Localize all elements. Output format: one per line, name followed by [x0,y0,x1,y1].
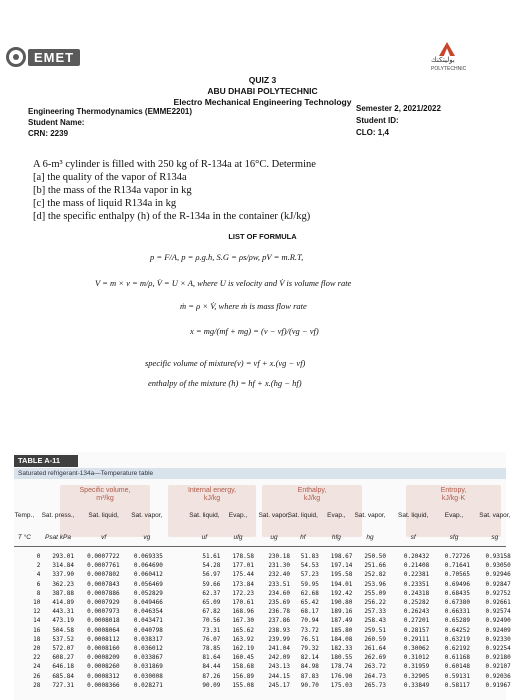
formula-pressure: p = F/A, p = ρ.g.h, S.G = ρs/ρw, pV = m.R.T, [150,252,304,262]
table-cell: 0.0008064 [87,626,120,634]
table-row [14,645,511,653]
table-row [14,571,511,579]
group-internal-energy: Internal energy, [187,487,237,494]
table-cell: 0.0008260 [87,663,120,671]
group-entropy-unit: kJ/kg·K [441,495,466,502]
table-row [14,580,511,589]
table-cell: 0.31012 [403,654,430,662]
table-cell: 0.27201 [403,617,430,625]
table-cell: 0.61168 [444,654,470,662]
table-cell: 160.45 [232,654,254,662]
table-cell: 176.90 [330,672,353,680]
table-cell: 16 [33,626,41,634]
table-cell: 0.68435 [444,589,470,597]
table-cell: 231.30 [268,562,290,570]
table-cell: 28 [33,681,41,689]
table-cell: 76.07 [202,635,221,643]
table-cell: 646.18 [52,663,74,671]
table-row [14,672,511,681]
table-cell: 0.0007929 [87,599,120,606]
table-cell: 2 [36,562,41,570]
table-cell: 0.24318 [403,589,430,597]
group-specific-volume-unit: m³/kg [96,495,114,502]
table-cell: 0.069335 [133,553,163,560]
column-header-symbol: sf [410,534,416,541]
question-part-c: [c] the mass of liquid R134a in kg [33,198,177,209]
table-cell: 73.31 [202,626,221,634]
table-cell: 65.09 [202,599,221,606]
table-row [14,608,511,616]
table-cell: 73.72 [300,626,319,634]
table-cell: 156.89 [232,672,254,680]
table-cell: 162.19 [232,645,254,652]
column-header-symbol: hf [300,534,306,541]
table-cell: 158.68 [232,663,254,671]
table-cell: 68.17 [300,608,319,616]
table-cell: 0.036012 [133,645,163,652]
table-cell: 727.31 [52,681,74,689]
table-cell: 0.66331 [444,608,470,616]
table-cell: 51.83 [300,553,319,560]
quiz-title: QUIZ 3 [248,75,277,85]
table-cell: 0.92946 [485,571,511,579]
table-cell: 0.92661 [485,599,511,606]
table-cell: 0.63219 [444,635,470,643]
table-cell: 0.052829 [133,589,163,597]
table-cell: 195.58 [330,571,353,579]
table-cell: 18 [33,635,41,643]
table-cell: 0.60148 [444,663,470,671]
table-cell: 242.09 [268,654,290,662]
table-cell: 78.85 [202,645,221,652]
polytechnic-mark-icon [439,42,455,56]
table-cell: 178.74 [330,663,353,671]
table-cell: 189.16 [330,608,353,616]
table-cell: 537.52 [52,635,74,643]
column-header-top: Sat. liquid, [189,512,220,519]
table-cell: 87.83 [300,672,319,680]
table-cell: 184.08 [330,635,353,643]
table-cell: 0.93158 [485,553,511,560]
table-cell: 237.86 [268,617,290,625]
gear-icon [6,47,26,67]
table-cell: 252.82 [364,571,386,579]
table-cell: 54.53 [300,562,319,570]
table-cell: 0.33849 [403,681,430,689]
table-cell: 233.51 [268,580,290,588]
table-cell: 0.0008312 [87,672,120,680]
table-cell: 572.07 [52,645,74,652]
group-enthalpy-unit: kJ/kg [303,495,321,502]
column-header-symbol: Psat kPa [44,534,71,541]
table-row [14,654,511,662]
group-internal-energy-unit: kJ/kg [203,495,221,502]
table-cell: 504.58 [52,626,74,634]
table-cell: 178.58 [232,553,254,560]
table-cell: 0.038317 [133,635,163,643]
table-row [14,626,511,635]
table-cell: 0.22381 [403,571,430,579]
table-cell: 0.0007802 [87,571,120,579]
table-cell: 608.27 [52,654,74,662]
table-cell: 0.20432 [403,553,430,560]
table-cell: 0.064690 [133,562,163,570]
table-cell: 82.14 [300,654,319,662]
table-cell: 180.55 [330,654,353,662]
table-cell: 293.01 [52,553,74,560]
table-cell: 182.33 [330,645,353,652]
table-cell: 4 [36,571,41,579]
table-cell: 0.0007843 [87,580,120,588]
table-cell: 244.15 [268,672,290,680]
program-name: Electro Mechanical Engineering Technology [173,97,352,107]
formula-mass-flow: ṁ = ρ × V̇, where ṁ is mass flow rate [180,301,307,311]
table-cell: 414.89 [52,599,74,606]
table-cell: 0.59131 [444,672,470,680]
table-cell: 155.08 [232,681,254,689]
table-cell: 251.66 [364,562,386,570]
table-cell: 241.04 [268,645,290,652]
table-cell: 473.19 [52,617,74,625]
institution-name: ABU DHABI POLYTECHNIC [207,86,318,96]
table-cell: 172.23 [232,589,254,597]
column-header-top: Sat. vapor, [479,512,511,519]
polytechnic-english-name: POLYTECHNIC [431,66,467,72]
table-cell: 54.28 [202,562,221,570]
table-cell: 24 [33,663,41,671]
question-stem: A 6-m³ cylinder is filled with 250 kg of R-134a at 16°C. Determine [33,159,316,170]
table-cell: 0.70565 [444,571,470,579]
table-cell: 0.0008018 [87,617,120,625]
question-part-d: [d] the specific enthalpy (h) of the R-134a in the container (kJ/kg) [33,211,311,222]
crn-label: CRN: 2239 [28,129,69,138]
table-cell: 0.0007886 [87,589,120,597]
table-cell: 0.67380 [444,599,470,606]
table-cell: 0.31959 [403,663,430,671]
table-cell: 14 [33,617,41,625]
table-cell: 10 [33,599,41,606]
table-cell: 0.92847 [485,580,511,588]
table-cell: 84.98 [300,663,319,671]
table-cell: 192.42 [330,589,353,597]
table-cell: 235.69 [268,599,290,606]
column-header-symbol: hfg [331,534,341,541]
table-cell: 245.17 [268,681,290,689]
table-cell: 20 [33,645,41,652]
table-cell: 0.69496 [444,580,470,588]
table-cell: 264.73 [364,672,386,680]
table-cell: 0.040798 [133,626,163,634]
column-header-top: Temp., [14,512,35,519]
table-cell: 0.92574 [485,608,511,616]
question-part-b: [b] the mass of the R134a vapor in kg [33,185,192,196]
emet-logo-text: EMET [28,49,80,66]
polytechnic-arabic-name: بوليتكنك [431,56,455,64]
table-header-rule [14,546,506,547]
table-cell: 236.78 [268,608,290,616]
table-cell: 0.033867 [133,654,163,662]
table-cell: 0.30062 [403,645,430,652]
column-header-top: Evap., [228,512,248,519]
table-cell: 0.92752 [485,589,511,597]
table-cell: 257.33 [364,608,386,616]
formula-specific-volume: specific volume of mixture(v) = vf + x.(vg − vf) [145,358,306,368]
table-cell: 22 [33,654,41,662]
table-cell: 187.49 [330,617,353,625]
table-cell: 0.28157 [403,626,430,634]
table-cell: 12 [33,608,41,616]
table-cell: 177.01 [232,562,254,570]
table-cell: 26 [33,672,41,680]
table-cell: 0.65289 [444,617,470,625]
table-cell: 232.40 [268,571,290,579]
column-header-symbol: sfg [449,534,459,541]
table-cell: 0.64252 [444,626,470,634]
table-cell: 0.26243 [403,608,430,616]
table-cell: 0.62192 [444,645,470,652]
table-cell: 0.25282 [403,599,430,606]
table-cell: 0.0007973 [87,608,120,616]
column-header-symbol: uf [201,534,208,541]
table-cell: 0.92107 [485,663,511,671]
table-cell: 260.59 [364,635,386,643]
table-cell: 173.84 [232,580,254,588]
table-cell: 67.82 [202,608,221,616]
table-cell: 0.0007722 [87,553,120,560]
table-cell: 259.51 [364,626,386,634]
table-cell: 197.14 [330,562,353,570]
table-cell: 0.043471 [133,617,163,625]
table-cell: 261.64 [364,645,386,652]
formula-quality: x = mg/(mf + mg) = (v − vf)/(vg − vf) [190,326,319,336]
table-cell: 0.92036 [485,672,511,680]
table-cell: 175.03 [330,681,353,689]
table-cell: 198.67 [330,553,353,560]
table-cell: 0.046354 [133,608,163,616]
column-header-symbol: vf [101,534,107,541]
table-cell: 0.23351 [403,580,430,588]
table-cell: 0.92409 [485,626,511,634]
student-id-label: Student ID: [356,116,399,125]
column-header-symbol: vg [143,534,151,541]
table-row [14,599,511,607]
column-header-top: Sat. vapor, [354,512,386,519]
column-header-top: Evap., [444,512,464,519]
column-header-top: Sat. liquid, [88,512,119,519]
table-cell: 0.060412 [133,571,163,579]
table-cell: 230.18 [268,553,290,560]
semester-label: Semester 2, 2021/2022 [356,104,441,113]
table-row [14,617,511,625]
table-cell: 239.99 [268,635,290,643]
table-cell: 265.73 [364,681,386,689]
column-header-symbol: ufg [233,534,243,541]
table-cell: 165.62 [232,626,254,634]
table-cell: 0.32905 [403,672,430,680]
table-cell: 0.92330 [485,635,511,643]
table-cell: 262.69 [364,654,386,662]
table-cell: 0.030008 [133,672,163,680]
table-cell: 0.0008112 [87,635,120,643]
column-header-top: Sat. press., [41,512,75,519]
table-cell: 6 [36,580,41,588]
table-row [14,681,511,690]
column-header-symbol: sg [491,534,499,541]
table-cell: 0.0008160 [87,645,120,652]
table-cell: 0.92490 [485,617,511,625]
polytechnic-logo [425,42,497,76]
table-cell: 81.64 [202,654,221,662]
table-cell: 65.42 [300,599,319,606]
table-cell: 0.91967 [485,681,511,689]
table-cell: 90.70 [300,681,319,689]
table-title: TABLE A-11 [14,455,78,467]
group-specific-volume: Specific volume, [79,487,131,494]
table-cell: 163.92 [232,635,254,643]
column-header-top: Sat. liquid, [398,512,429,519]
table-cell: 0.21408 [403,562,430,570]
table-cell: 0.0008366 [87,681,120,689]
table-cell: 84.44 [202,663,221,671]
table-cell: 250.50 [364,553,386,560]
table-row [14,553,511,561]
table-cell: 190.80 [330,599,353,606]
table-cell: 0.028271 [133,681,163,689]
table-cell: 0.056469 [133,580,163,588]
table-cell: 76.51 [300,635,319,643]
table-cell: 170.61 [232,599,254,606]
table-cell: 185.80 [330,626,353,634]
table-cell: 194.01 [330,580,353,588]
table-cell: 79.32 [300,645,319,652]
table-cell: 87.26 [202,672,221,680]
table-cell: 362.23 [52,580,74,588]
column-header-top: Sat. vapor, [258,512,290,519]
column-header-symbol: T °C [17,534,31,541]
table-cell: 62.68 [300,589,319,597]
table-cell: 90.09 [202,681,221,689]
table-cell: 175.44 [232,571,254,579]
table-row [14,663,511,671]
course-name: Engineering Thermodynamics (EMME2201) [28,107,193,116]
table-cell: 0.71641 [444,562,470,570]
clo-label: CLO: 1,4 [356,128,389,137]
table-cell: 685.84 [52,672,74,680]
table-cell: 62.37 [202,589,221,597]
table-cell: 256.22 [364,599,386,606]
table-cell: 0.93050 [485,562,511,570]
table-cell: 168.96 [232,608,254,616]
table-cell: 0.72726 [444,553,470,560]
table-row [14,589,511,598]
table-cell: 0.29111 [403,635,430,643]
group-enthalpy: Enthalpy, [297,487,327,494]
table-cell: 0.0008209 [87,654,120,662]
emet-logo [6,47,80,67]
table-cell: 59.95 [300,580,319,588]
table-cell: 253.96 [364,580,386,588]
table-row [14,635,511,644]
table-cell: 243.13 [268,663,290,671]
column-header-symbol: hg [366,534,374,541]
table-cell: 0.0007761 [87,562,120,570]
column-header-top: Sat. vapor, [131,512,163,519]
student-name-label: Student Name: [28,118,85,127]
column-header-symbol: ug [270,534,278,541]
table-cell: 0.049466 [133,599,163,606]
table-cell: 0.58117 [444,681,470,689]
table-cell: 0.92254 [485,645,511,652]
table-cell: 70.94 [300,617,319,625]
question-part-a: [a] the quality of the vapor of R134a [33,172,187,183]
table-cell: 0 [36,553,41,560]
table-cell: 258.43 [364,617,386,625]
table-cell: 234.60 [268,589,290,597]
table-subtitle: Saturated refrigerant-134a—Temperature table [14,468,506,479]
column-header-top: Evap., [327,512,346,519]
table-cell: 70.56 [202,617,221,625]
table-cell: 57.23 [300,571,319,579]
table-cell: 51.61 [202,553,221,560]
table-cell: 59.66 [202,580,221,588]
table-cell: 167.30 [232,617,254,625]
table-cell: 263.72 [364,663,386,671]
group-entropy: Entropy, [440,487,467,494]
table-cell: 337.90 [52,571,74,579]
column-header-top: Sat. liquid, [287,512,318,519]
table-cell: 255.09 [364,589,386,597]
table-cell: 0.031869 [133,663,163,671]
formula-list-title: LIST OF FORMULA [228,232,297,241]
table-cell: 8 [36,589,41,597]
formula-enthalpy: enthalpy of the mixture (h) = hf + x.(hg − hf) [148,378,302,388]
table-cell: 56.97 [202,571,221,579]
table-cell: 443.31 [52,608,74,616]
table-cell: 387.88 [52,589,74,597]
table-cell: 0.92180 [485,654,511,662]
formula-volume: V = m × v = m/ρ, V̇ = U × A, where U is velocity and V̇ is volume flow rate [95,278,352,288]
table-row [14,562,511,570]
table-cell: 314.84 [52,562,74,570]
table-cell: 238.93 [268,626,290,634]
